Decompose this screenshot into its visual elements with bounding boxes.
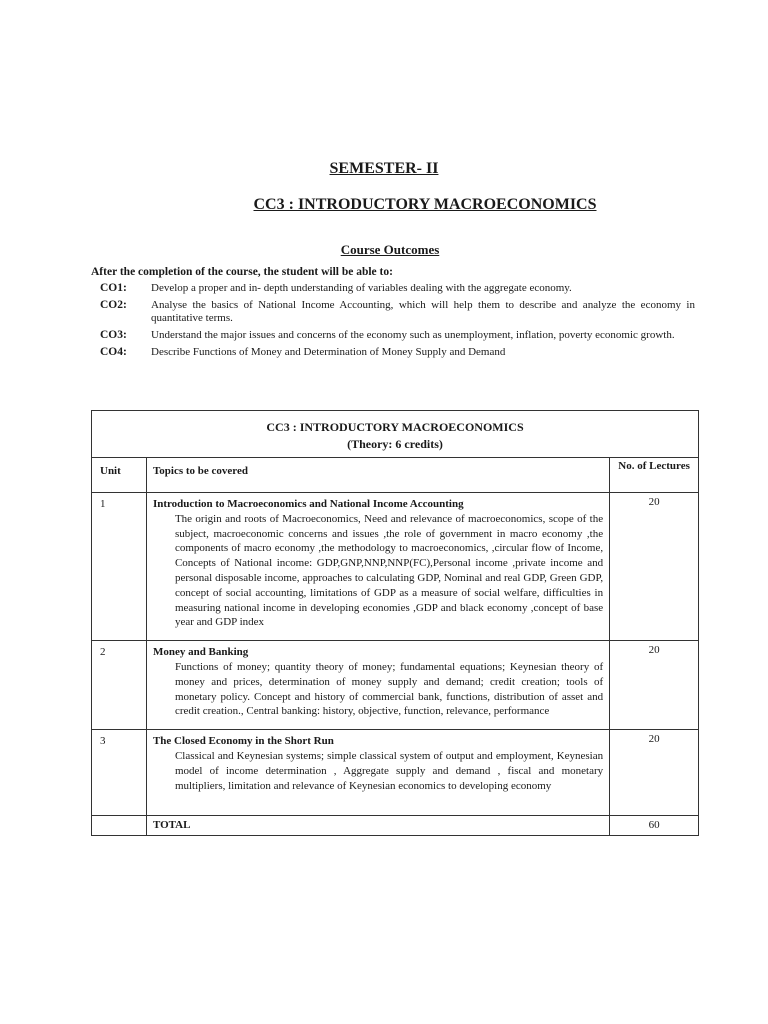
outcome-text: Analyse the basics of National Income Accounting, which will help them to describe and analyze the economy in quantitative terms. [151, 299, 695, 324]
table-caption-credits: (Theory: 6 credits) [347, 437, 443, 451]
table-caption-row [92, 411, 699, 458]
outcomes-list [100, 282, 695, 363]
total-lectures: 60 [610, 816, 699, 836]
table-row [92, 641, 699, 730]
outcome-item [100, 329, 695, 342]
table-caption-title: CC3 : INTRODUCTORY MACROECONOMICS [266, 420, 524, 434]
header-unit: Unit [92, 458, 147, 493]
table-row [92, 493, 699, 641]
unit-number: 1 [92, 493, 147, 641]
topic-title: Money and Banking [152, 646, 249, 659]
table-caption [92, 411, 699, 458]
outcome-item [100, 282, 695, 295]
lecture-count: 20 [610, 493, 699, 641]
outcome-item [100, 299, 695, 325]
outcome-text: Develop a proper and in- depth understanding of variables dealing with the aggregate economy. [151, 282, 572, 294]
lecture-count: 20 [610, 641, 699, 730]
header-topics: Topics to be covered [146, 458, 609, 493]
topic-body: Classical and Keynesian systems; simple classical system of output and employment, Keynesian model of income determination , Aggregate supply and demand , fiscal and monetary multipliers, limitation and relevance of Keynesian economics to developing economy [174, 749, 604, 792]
table-header-row [92, 458, 699, 493]
outcome-code: CO4: [100, 346, 127, 358]
course-outcomes-heading [0, 242, 768, 258]
total-label: TOTAL [146, 816, 609, 836]
unit-number: 3 [92, 730, 147, 816]
topic-cell [146, 493, 609, 641]
outcome-item [100, 346, 695, 359]
outcome-code: CO3: [100, 329, 127, 341]
topic-title: Introduction to Macroeconomics and National Income Accounting [152, 498, 464, 510]
outcome-text: Describe Functions of Money and Determination of Money Supply and Demand [151, 346, 506, 358]
topic-title: The Closed Economy in the Short Run [152, 735, 334, 748]
outcome-code: CO1: [100, 282, 127, 294]
table-row [92, 730, 699, 816]
semester-heading-text: SEMESTER- II [329, 160, 439, 177]
unit-number: 2 [92, 641, 147, 730]
syllabus-table [91, 410, 699, 836]
outcomes-intro: After the completion of the course, the student will be able to: [91, 266, 393, 278]
course-title [0, 196, 768, 214]
outcome-code: CO2: [100, 299, 127, 311]
table-total-row [92, 816, 699, 836]
topic-body: Functions of money; quantity theory of money; fundamental equations; Keynesian theory of money and prices, determination of money supply and demand; credit creation; tools of monetary policy. Concept and history of commercial bank, functions, distribution of asset and credit creation., Central banking: history, objective, function, relevance, performance [174, 660, 604, 718]
lecture-count: 20 [610, 730, 699, 816]
course-title-text: CC3 : INTRODUCTORY MACROECONOMICS [253, 196, 597, 213]
topic-body: The origin and roots of Macroeconomics, Need and relevance of macroeconomics, scope of the subject, macroeconomic concerns and issues ,the role of government in macro economy ,the components of macro economy ,the methodology to macroeconomics, ,circular flow of Income, Concepts of National income: GDP,GNP,NNP,NNP(FC),Personal income ,private income and personal disposable income, approaches to calculating GDP, Nominal and real GDP, Green GDP, concept of social accounting, limitations of GDP as a measure of social welfare, difficulties in measuring national income in developing economies ,GDP and black economy ,concept of base year and GDP index [174, 512, 604, 629]
header-lectures: No. of Lectures [610, 458, 699, 493]
topic-cell [146, 730, 609, 816]
outcome-text: Understand the major issues and concerns of the economy such as unemployment, inflation, poverty economic growth. [151, 329, 675, 341]
semester-heading [0, 160, 768, 178]
total-unit-cell [92, 816, 147, 836]
course-outcomes-heading-text: Course Outcomes [340, 242, 440, 257]
topic-cell [146, 641, 609, 730]
